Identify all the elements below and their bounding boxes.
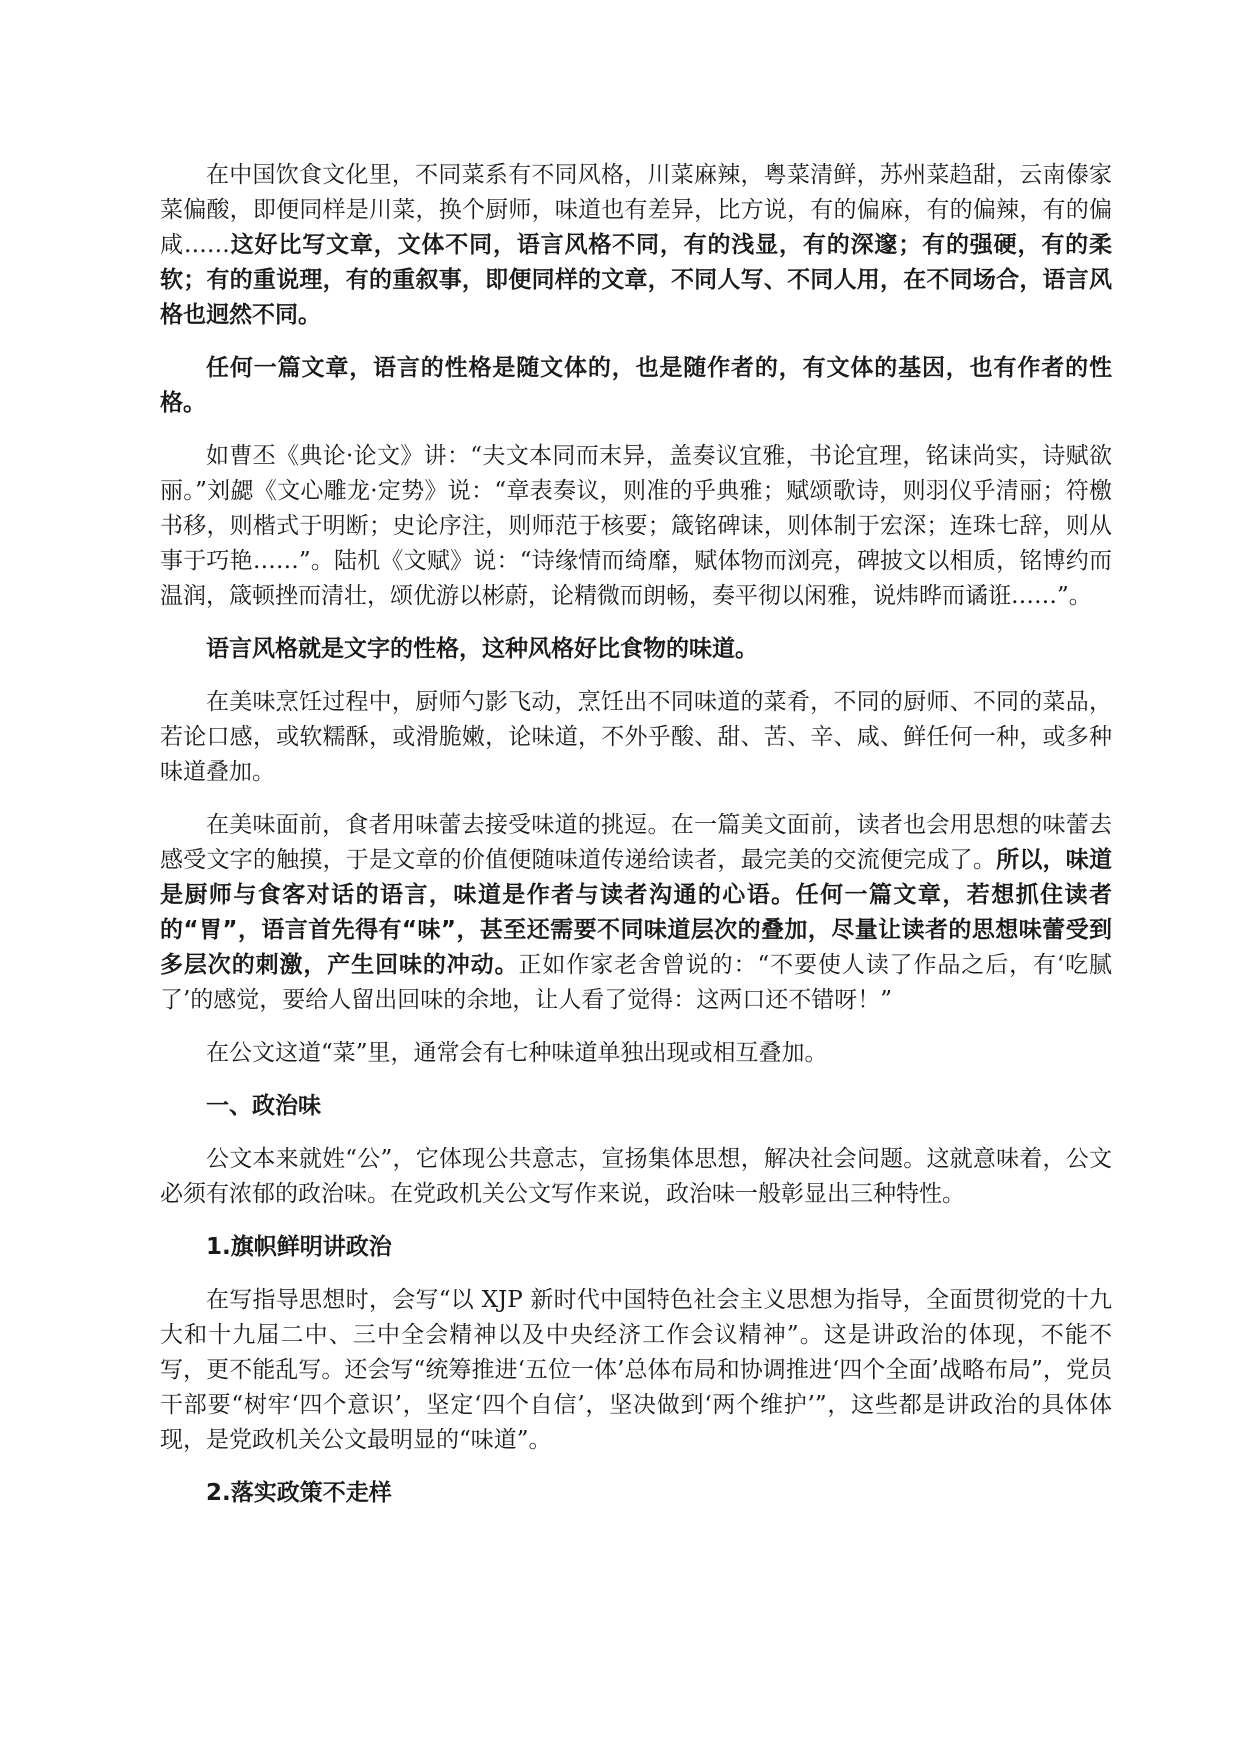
- paragraph-classical-quotes: [160, 439, 1112, 614]
- paragraph-text: 在美味面前，食者用味蕾去接受味道的挑逗。在一篇美文面前，读者也会用思想的味蕾去感受文字的触摸，于是文章的价值便随味道传递给读者，最完美的交流便完成了。: [160, 812, 1112, 873]
- paragraph-cooking-process: [160, 685, 1112, 790]
- paragraph-text: 在中国饮食文化里，不同菜系有不同风格，川菜麻辣，粤菜清鲜，苏州菜趋甜，云南傣家菜偏酸，即便同样是川菜，换个厨师，味道也有差异，比方说，有的偏麻，有的偏辣，有的偏咸……: [160, 162, 1112, 258]
- subheading-implement-policy: 2.落实政策不走样: [206, 1480, 392, 1506]
- paragraph-bold-text: 这好比写文章，文体不同，语言风格不同，有的浅显，有的深邃；有的强硬，有的柔软；有的重说理，有的重叙事，即便同样的文章，不同人写、不同人用，在不同场合，语言风格也迥然不同。: [160, 232, 1113, 328]
- paragraph-taste-reader: [160, 808, 1112, 1018]
- section-heading-political: 一、政治味: [206, 1093, 321, 1119]
- paragraph-text: 如曹丕《典论·论文》讲：“夫文本同而末异，盖奏议宜雅，书论宜理，铭诔尚实，诗赋欲丽。”刘勰《文心雕龙·定势》说：“章表奏议，则准的乎典雅；赋颂歌诗，则羽仪乎清丽；符檄书移，则楷式于明断；史论序注，则师范于核要；箴铭碑诔，则体制于宏深；连珠七辞，则从事于巧艳……”。陆机《文赋》说：“诗缘情而绮靡，赋体物而浏亮，碑披文以相质，铭博约而温润，箴顿挫而清壮，颂优游以彬蔚，论精微而朗畅，奏平彻以闲雅，说炜晔而谲诳……”。: [160, 443, 1112, 609]
- paragraph-cuisine-styles: [160, 158, 1112, 333]
- document-page: [160, 158, 1112, 1529]
- paragraph-style-flavor: [160, 632, 1112, 667]
- paragraph-text: 在美味烹饪过程中，厨师勺影飞动，烹饪出不同味道的菜肴，不同的厨师、不同的菜品，若论口感，或软糯酥，或滑脆嫩，论味道，不外乎酸、甜、苦、辛、咸、鲜任何一种，或多种味道叠加。: [160, 689, 1112, 785]
- paragraph-bold-text: 语言风格就是文字的性格，这种风格好比食物的味道。: [206, 636, 758, 662]
- paragraph-bold-text: 所以，味道是厨师与食客对话的语言，味道是作者与读者沟通的心语。任何一篇文章，若想抓住读者的“胃”，语言首先得有“味”，甚至还需要不同味道层次的叠加，尽量让读者的思想味蕾受到多层次的刺激，产生回味的冲动。: [160, 847, 1113, 978]
- paragraph-political-intro: 公文本来就姓“公”，它体现公共意志，宣扬集体思想，解决社会问题。这就意味着，公文必须有浓郁的政治味。在党政机关公文写作来说，政治味一般彰显出三种特性。: [160, 1146, 1112, 1207]
- paragraph-language-character: [160, 351, 1112, 421]
- paragraph-guiding-thought: 在写指导思想时，会写“以 XJP 新时代中国特色社会主义思想为指导，全面贯彻党的十九大和十九届二中、三中全会精神以及中央经济工作会议精神”。这是讲政治的体现，不能不写，更不能乱写。还会写“统筹推进‘五位一体’总体布局和协调推进‘四个全面’战略布局”，党员干部要“树牢‘四个意识’，坚定‘四个自信’，坚决做到‘两个维护’”，这些都是讲政治的具体体现，是党政机关公文最明显的“味道”。: [160, 1287, 1112, 1453]
- paragraph-bold-text: 任何一篇文章，语言的性格是随文体的，也是随作者的，有文体的基因，也有作者的性格。: [160, 355, 1112, 416]
- paragraph-text: 在公文这道“菜”里，通常会有七种味道单独出现或相互叠加。: [206, 1040, 828, 1066]
- subheading-talk-politics: 1.旗帜鲜明讲政治: [206, 1234, 392, 1260]
- paragraph-text: 正如作家老舍曾说的：“不要使人读了作品之后，有‘吃腻了’的感觉，要给人留出回味的余地，让人看了觉得：这两口还不错呀！”: [160, 952, 1113, 1013]
- paragraph-seven-flavors: [160, 1036, 1112, 1071]
